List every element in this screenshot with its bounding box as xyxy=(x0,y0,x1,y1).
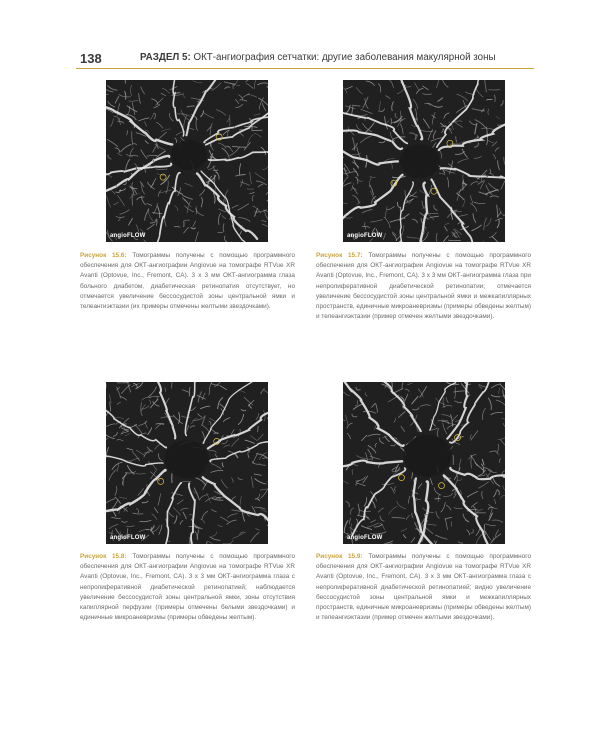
page-number: 138 xyxy=(80,51,102,66)
angiogram-image xyxy=(343,382,505,544)
angioflow-logo: angioFLOW xyxy=(110,233,146,239)
figure-label: Рисунок 15.6: xyxy=(80,252,127,259)
section-title: ОКТ-ангиография сетчатки: другие заболевания макулярной зоны xyxy=(193,52,496,63)
angiogram-vessels xyxy=(106,382,268,544)
caption-text: Томограммы получены с помощью программного обеспечения для ОКТ-ангиографии Angiovue на томографе RTVue XR Avanti (Optovue, Inc., Fremont, CA). 3 x 3 мм ОКТ-ангиограмма глаза с непролиферативной диабетической ретинопатией; наблюдается увеличение бессосудистой зоны центральной ямки, зоны отсутствия капиллярной перфузии (примеры отмечены белыми звездочками) и единичные микроаневризмы (примеры обведены желтым). xyxy=(80,553,295,622)
caption-text: Томограммы получены с помощью программного обеспечения для ОКТ-ангиографии Angiovue на томографе RTVue XR Avanti (Optovue, Inc., Fremont, CA). 3 x 3 мм ОКТ-ангиограмма глаза при непролиферативной диабетической ретинопатии; отмечается увеличение бессосудистой зоны центральной ямки и межкапиллярных пространств, единичные микроаневризмы (примеры обведены желтым) и телеангиэктазии (пример отмечен желтыми звездочками). xyxy=(316,252,531,321)
figure-caption xyxy=(80,552,295,623)
figure-label: Рисунок 15.7: xyxy=(316,252,363,259)
figure-caption xyxy=(80,251,295,312)
caption-text: Томограммы получены с помощью программного обеспечения для ОКТ-ангиографии Angiovue на томографе RTVue XR Avanti (Optovue, Inc., Fremont, CA). 3 x 3 мм ОКТ-ангиограмма глаза с непролиферативной диабетической ретинопатией; видно увеличение бессосудистой зоны центральной ямки и межкапиллярных пространств, единичные микроаневризмы (примеры обведены желтым) и телеангиэктазии (пример отмечен желтыми звездочками). xyxy=(316,553,531,622)
figure-label: Рисунок 15.9: xyxy=(316,553,363,560)
header-rule xyxy=(76,68,534,69)
angiogram-image xyxy=(106,382,268,544)
angiogram-image xyxy=(106,80,268,242)
angioflow-logo: angioFLOW xyxy=(347,535,383,541)
figure-label: Рисунок 15.8: xyxy=(80,553,127,560)
angiogram-vessels xyxy=(106,80,268,242)
angiogram-image xyxy=(343,80,505,242)
figure-caption xyxy=(316,552,531,623)
angiogram-vessels xyxy=(343,382,505,544)
running-header xyxy=(140,52,496,63)
angioflow-logo: angioFLOW xyxy=(347,233,383,239)
section-label: РАЗДЕЛ 5: xyxy=(140,52,191,63)
angiogram-vessels xyxy=(343,80,505,242)
angioflow-logo: angioFLOW xyxy=(110,535,146,541)
caption-text: Томограммы получены с помощью программного обеспечения для ОКТ-ангиографии Angiovue на томографе RTVue XR Avanti (Optovue, Inc., Fremont, CA). 3 x 3 мм ОКТ-ангиограмма глаза больного диабетом, диабетическая ретинопатия отсутствует, но отмечается увеличение бессосудистой зоны центральной ямки и телеангиэктазии (их примеры отмечены желтыми звездочками). xyxy=(80,252,295,311)
figure-caption xyxy=(316,251,531,322)
